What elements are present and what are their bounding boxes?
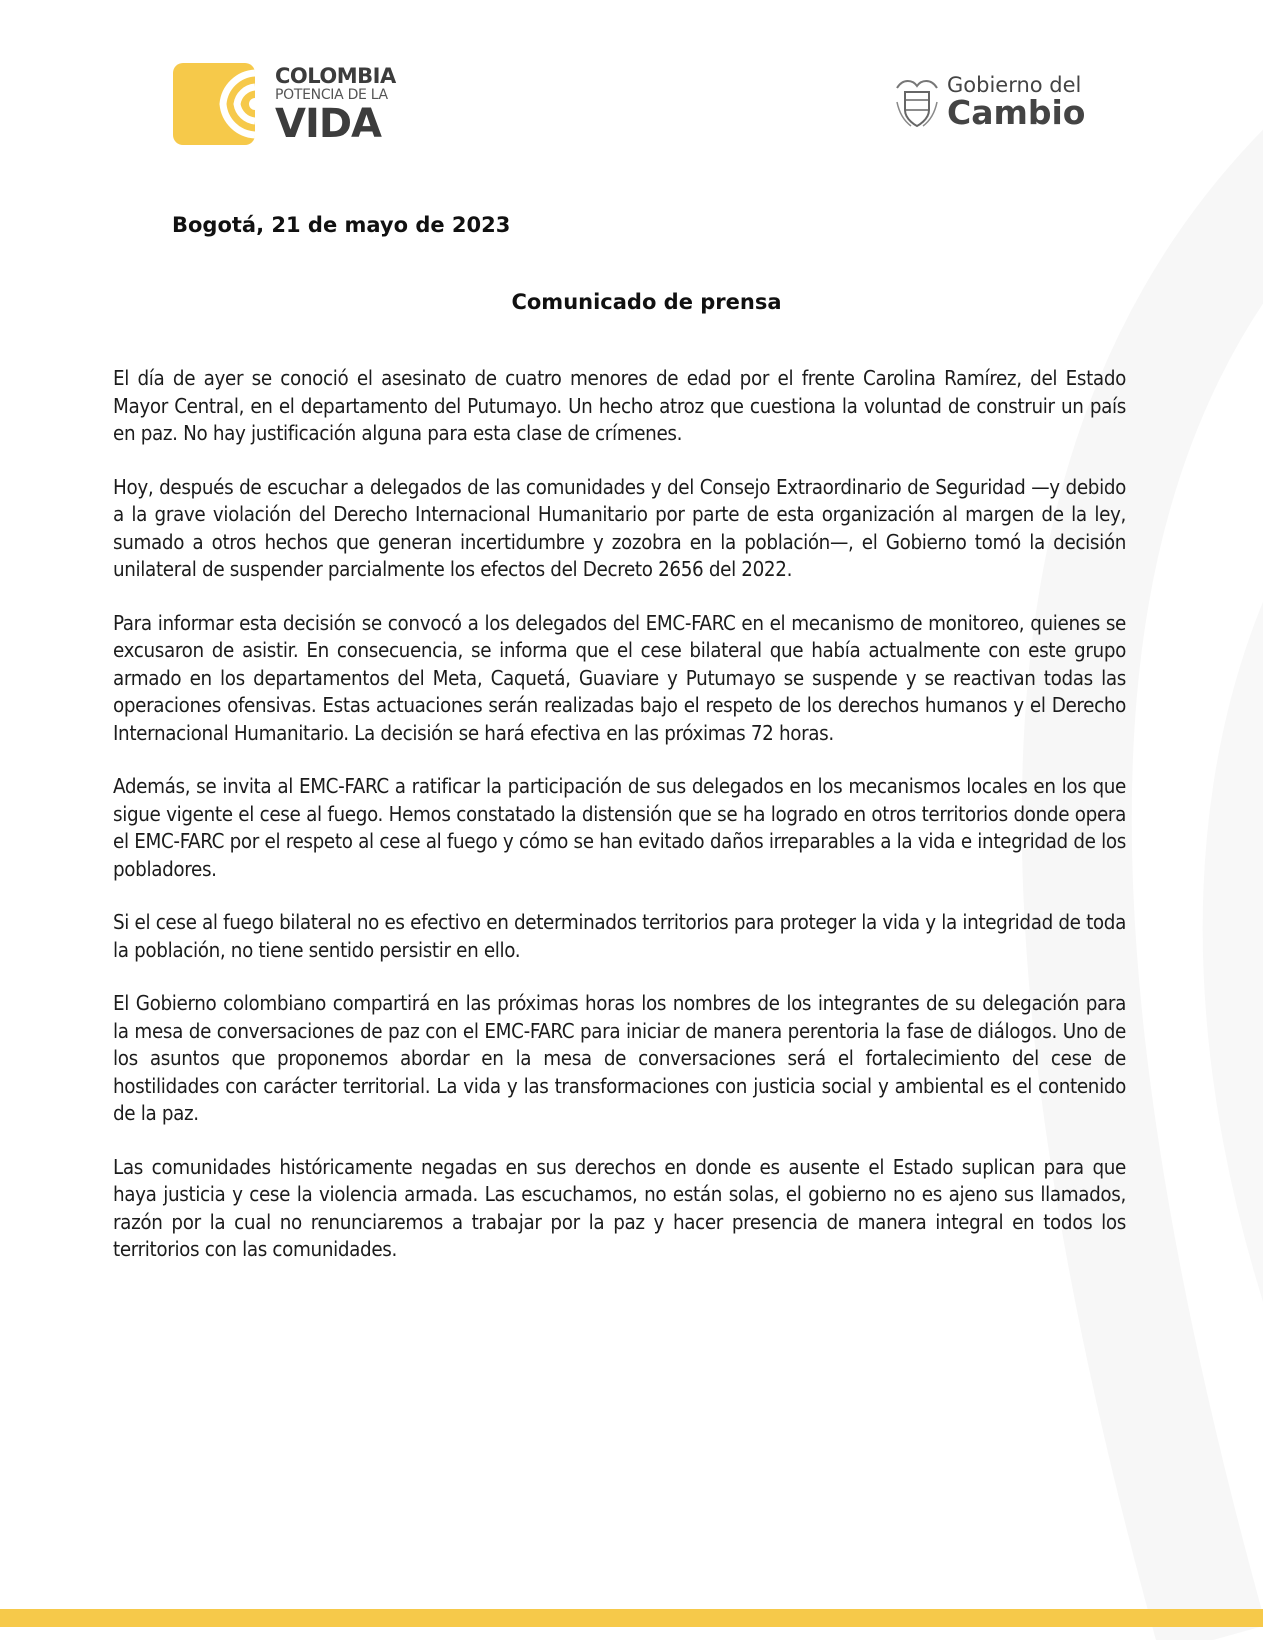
document-body [113,365,1126,1290]
footer-yellow-bar [0,1609,1263,1627]
coat-of-arms-icon [893,74,941,130]
colombia-potencia-de-la-vida-logo [173,62,413,146]
gobierno-del-cambio-logo [893,74,1085,130]
logo-text-cambio: Cambio [947,93,1086,132]
logo-text-colombia: COLOMBIA [275,63,396,88]
document-title: Comunicado de prensa [511,290,782,314]
colombia-potencia-de-la-vida-logo-icon [173,63,255,145]
logo-text-vida: VIDA [275,100,381,147]
paragraph: Hoy, después de escuchar a delegados de las comunidades y del Consejo Extraordinario de Seguridad —y debido a la grave violación del Derecho Internacional Humanitario por parte de esta organización al margen de la ley, sumado a otros hechos que generan incertidumbre y zozobra en la población—, el Gobierno tomó la decisión unilateral de suspender parcialmente los efectos del Decreto 2656 del 2022. [113,474,1126,581]
paragraph: Además, se invita al EMC-FARC a ratificar la participación de sus delegados en los mecanismos locales en los que sigue vigente el cese al fuego. Hemos constatado la distensión que se ha logrado en otros territorios donde opera el EMC-FARC por el respeto al cese al fuego y cómo se han evitado daños irreparables a la vida e integridad de los pobladores. [113,774,1126,881]
paragraph: Si el cese al fuego bilateral no es efectivo en determinados territorios para proteger la vida y la integridad de toda la población, no tiene sentido persistir en ello. [113,910,1126,962]
paragraph: El Gobierno colombiano compartirá en las próximas horas los nombres de los integrantes de su delegación para la mesa de conversaciones de paz con el EMC-FARC para iniciar de manera perentoria la fase de diálogos. Uno de los asuntos que proponemos abordar en la mesa de conversaciones será el fortalecimiento del cese de hostilidades con carácter territorial. La vida y las transformaciones con justicia social y ambiental es el contenido de la paz. [113,991,1126,1125]
paragraph: Las comunidades históricamente negadas en sus derechos en donde es ausente el Estado suplican para que haya justicia y cese la violencia armada. Las escuchamos, no están solas, el gobierno no es ajeno sus llamados, razón por la cual no renunciaremos a trabajar por la paz y hacer presencia de manera integral en todos los territorios con las comunidades. [113,1154,1126,1261]
logo-text-potencia: POTENCIA DE LA [275,86,388,103]
paragraph: Para informar esta decisión se convocó a los delegados del EMC-FARC en el mecanismo de monitoreo, quienes se excusaron de asistir. En consecuencia, se informa que el cese bilateral que había actualmente con este grupo armado en los departamentos del Meta, Caquetá, Guaviare y Putumayo se suspende y se reactivan todas las operaciones ofensivas. Estas actuaciones serán realizadas bajo el respeto de los derechos humanos y el Derecho Internacional Humanitario. La decisión se hará efectiva en las próximas 72 horas. [113,610,1126,745]
logo-text-gobierno-del: Gobierno del [947,73,1082,97]
document-date: Bogotá, 21 de mayo de 2023 [172,213,511,237]
paragraph: El día de ayer se conoció el asesinato de cuatro menores de edad por el frente Carolina Ramírez, del Estado Mayor Central, en el departamento del Putumayo. Un hecho atroz que cuestiona la voluntad de construir un país en paz. No hay justificación alguna para esta clase de crímenes. [113,366,1126,445]
